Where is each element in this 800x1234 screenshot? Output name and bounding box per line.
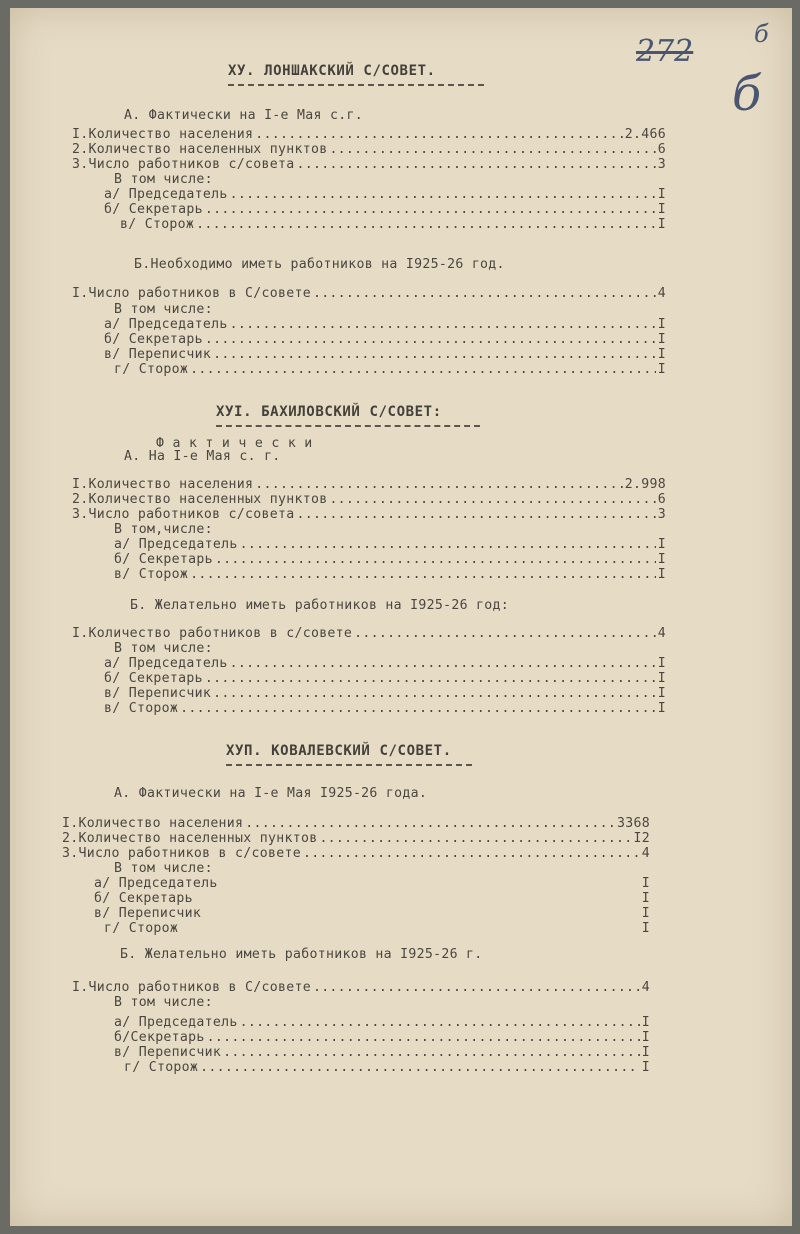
leader-dots (319, 831, 631, 846)
subitem-value: I (657, 552, 666, 567)
subitem-value: I (657, 537, 666, 552)
item-label: Число работников с/совета (88, 157, 295, 172)
section-2-b-subitem (104, 671, 666, 686)
leader-dots (230, 656, 656, 671)
leader-dots (303, 846, 640, 861)
section-3-b-subitem (114, 1030, 650, 1045)
section-2-a-item (72, 477, 666, 492)
section-1-a-including: В том числе: (114, 172, 213, 187)
section-2-b-subitem (104, 656, 666, 671)
subitem-label: а/ Председатель (104, 656, 228, 671)
leader-dots (205, 202, 656, 217)
section-1-b-subitem (114, 362, 666, 377)
subitem-value: I (657, 332, 666, 347)
item-label: Число работников в С/совете (88, 980, 311, 995)
leader-dots (207, 1030, 640, 1045)
subitem-label: в/ Сторож (104, 701, 179, 716)
section-3-subheading-a: А. Фактически на I-е Мая I925-26 года. (114, 786, 428, 801)
handwritten-folio-mark: б (754, 20, 769, 48)
leader-dots (245, 816, 615, 831)
item-number: I. (72, 127, 89, 142)
leader-dots (205, 332, 656, 347)
section-3-title: ХУП. КОВАЛЕВСКИЙ С/СОВЕТ. (226, 743, 452, 759)
subitem-label: а/ Председатель (104, 317, 228, 332)
item-label: Количество населенных пунктов (88, 492, 328, 507)
subitem-value: I (657, 701, 666, 716)
leader-dots (313, 286, 656, 301)
section-3-a-subitem (94, 891, 650, 906)
subitem-value: I (657, 317, 666, 332)
item-label: Число работников в с/совете (78, 846, 301, 861)
section-1-a-item (72, 127, 666, 142)
subitem-value: I (641, 1015, 650, 1030)
section-1-a-subitem (104, 187, 666, 202)
leader-dots (240, 1015, 640, 1030)
item-value: 4 (641, 980, 650, 995)
subitem-label: б/ Секретарь (114, 552, 213, 567)
section-3-b-subitem (114, 1045, 650, 1060)
leader-dots (296, 507, 655, 522)
section-3-a-including: В том числе: (114, 861, 213, 876)
leader-dots (223, 1045, 640, 1060)
subitem-label: г/ Сторож (124, 1060, 199, 1075)
section-1-b-subitem (104, 317, 666, 332)
section-3-b-subitem (114, 1015, 650, 1030)
subitem-value: I (657, 362, 666, 377)
leader-dots (313, 980, 640, 995)
leader-dots (230, 317, 656, 332)
item-value: I2 (633, 831, 650, 846)
item-label: Количество населенных пунктов (88, 142, 328, 157)
subitem-value: I (641, 1045, 650, 1060)
leader-dots (240, 537, 656, 552)
section-2-a-including: В том,числе: (114, 522, 213, 537)
subitem-label: в/ Сторож (114, 567, 189, 582)
section-2-subheading-a-pre: Ф а к т и ч е с к и (156, 436, 313, 451)
section-3-a-item (62, 831, 650, 846)
subitem-label: г/ Сторож (104, 921, 179, 936)
subitem-label: б/ Секретарь (104, 671, 203, 686)
subitem-label: а/ Председатель (104, 187, 228, 202)
section-2-title-underline (216, 425, 480, 427)
item-number: I. (72, 626, 89, 641)
archive-document-page (10, 8, 792, 1226)
leader-dots (255, 127, 623, 142)
item-value: 2.466 (624, 127, 666, 142)
section-1-b-subitem (104, 347, 666, 362)
item-value: 3 (657, 507, 666, 522)
handwritten-page-number: 272 (636, 34, 694, 69)
subitem-label: в/ Сторож (120, 217, 195, 232)
section-2-subheading-b: Б. Желательно иметь работников на I925-26 год: (130, 598, 510, 613)
section-3-a-item (62, 846, 650, 861)
leader-dots (205, 671, 656, 686)
subitem-label: а/ Председатель (114, 537, 238, 552)
subitem-value: I (657, 217, 666, 232)
subitem-label: в/ Переписчик (94, 906, 202, 921)
section-1-title: ХУ. ЛОНШАКСКИЙ С/СОВЕТ. (228, 63, 436, 79)
item-label: Число работников с/совета (88, 507, 295, 522)
subitem-label: б/ Секретарь (104, 202, 203, 217)
leader-dots (190, 362, 656, 377)
leader-dots (255, 477, 623, 492)
subitem-value: I (657, 347, 666, 362)
section-2-a-subitem (114, 552, 666, 567)
item-number: I. (62, 816, 79, 831)
section-2-a-item (72, 492, 666, 507)
item-number: I. (72, 477, 89, 492)
leader-dots (200, 1060, 640, 1075)
section-3-a-subitem (94, 906, 650, 921)
subitem-value: I (657, 671, 666, 686)
item-value: 3368 (617, 816, 650, 831)
subitem-label: б/ Секретарь (94, 891, 193, 906)
section-1-b-subitem (104, 332, 666, 347)
item-number: 3. (72, 507, 89, 522)
section-2-a-subitem (114, 567, 666, 582)
item-value: 6 (657, 492, 666, 507)
section-3-a-item (62, 816, 650, 831)
item-number: 2. (72, 142, 89, 157)
section-3-b-subitem (124, 1060, 650, 1075)
section-2-b-including: В том числе: (114, 641, 213, 656)
subitem-label: б/Секретарь (114, 1030, 205, 1045)
section-1-b-item (72, 286, 666, 301)
subitem-value: I (641, 906, 650, 921)
item-label: Количество населения (78, 816, 244, 831)
subitem-label: г/ Сторож (114, 362, 189, 377)
subitem-label: а/ Председатель (94, 876, 218, 891)
subitem-label: б/ Секретарь (104, 332, 203, 347)
section-1-title-underline (228, 84, 484, 86)
item-label: Количество населенных пунктов (78, 831, 318, 846)
subitem-label: в/ Переписчик (104, 347, 212, 362)
subitem-value: I (641, 1060, 650, 1075)
item-number: 2. (62, 831, 79, 846)
section-2-b-subitem (104, 701, 666, 716)
item-number: 2. (72, 492, 89, 507)
section-3-b-including: В том числе: (114, 995, 213, 1010)
item-label: Количество работников в с/совете (88, 626, 353, 641)
section-3-b-item (72, 980, 650, 995)
section-3-a-subitem (94, 876, 650, 891)
item-number: 3. (62, 846, 79, 861)
leader-dots (296, 157, 655, 172)
item-label: Количество населения (88, 127, 254, 142)
item-number: I. (72, 286, 89, 301)
leader-dots (215, 552, 656, 567)
subitem-label: в/ Переписчик (114, 1045, 222, 1060)
item-value: 4 (657, 286, 666, 301)
subitem-value: I (641, 1030, 650, 1045)
subitem-value: I (657, 567, 666, 582)
subitem-label: а/ Председатель (114, 1015, 238, 1030)
section-3-a-subitem (104, 921, 650, 936)
subitem-value: I (657, 187, 666, 202)
section-2-a-subitem (114, 537, 666, 552)
section-2-b-item (72, 626, 666, 641)
section-2-title: ХУI. БАХИЛОВСКИЙ С/СОВЕТ: (216, 404, 442, 420)
item-value: 3 (657, 157, 666, 172)
leader-dots (329, 492, 655, 507)
leader-dots (230, 187, 656, 202)
section-3-title-underline (226, 764, 472, 766)
subitem-value: I (641, 876, 650, 891)
item-label: Количество населения (88, 477, 254, 492)
subitem-value: I (657, 656, 666, 671)
leader-dots (354, 626, 656, 641)
item-label: Число работников в С/совете (88, 286, 311, 301)
subitem-value: I (657, 686, 666, 701)
leader-dots (196, 217, 656, 232)
leader-dots (213, 686, 656, 701)
leader-dots (190, 567, 656, 582)
item-number: 3. (72, 157, 89, 172)
leader-dots (329, 142, 655, 157)
section-1-a-subitem (120, 217, 666, 232)
item-value: 2.998 (624, 477, 666, 492)
leader-dots (213, 347, 656, 362)
leader-dots (180, 701, 656, 716)
section-1-subheading-b: Б.Необходимо иметь работников на I925-26 год. (134, 257, 505, 272)
section-2-a-item (72, 507, 666, 522)
section-1-a-subitem (104, 202, 666, 217)
item-number: I. (72, 980, 89, 995)
item-value: 4 (657, 626, 666, 641)
subitem-value: I (641, 921, 650, 936)
section-1-a-item (72, 142, 666, 157)
section-1-subheading-a: А. Фактически на I-е Мая с.г. (124, 108, 363, 123)
subitem-value: I (657, 202, 666, 217)
item-value: 6 (657, 142, 666, 157)
section-2-subheading-a: А. На I-е Мая с. г. (124, 449, 281, 464)
subitem-label: в/ Переписчик (104, 686, 212, 701)
section-1-b-including: В том числе: (114, 302, 213, 317)
item-value: 4 (641, 846, 650, 861)
handwritten-letter-mark: б (732, 66, 762, 122)
section-2-b-subitem (104, 686, 666, 701)
section-1-a-item (72, 157, 666, 172)
section-3-subheading-b: Б. Желательно иметь работников на I925-26 г. (120, 947, 483, 962)
subitem-value: I (641, 891, 650, 906)
